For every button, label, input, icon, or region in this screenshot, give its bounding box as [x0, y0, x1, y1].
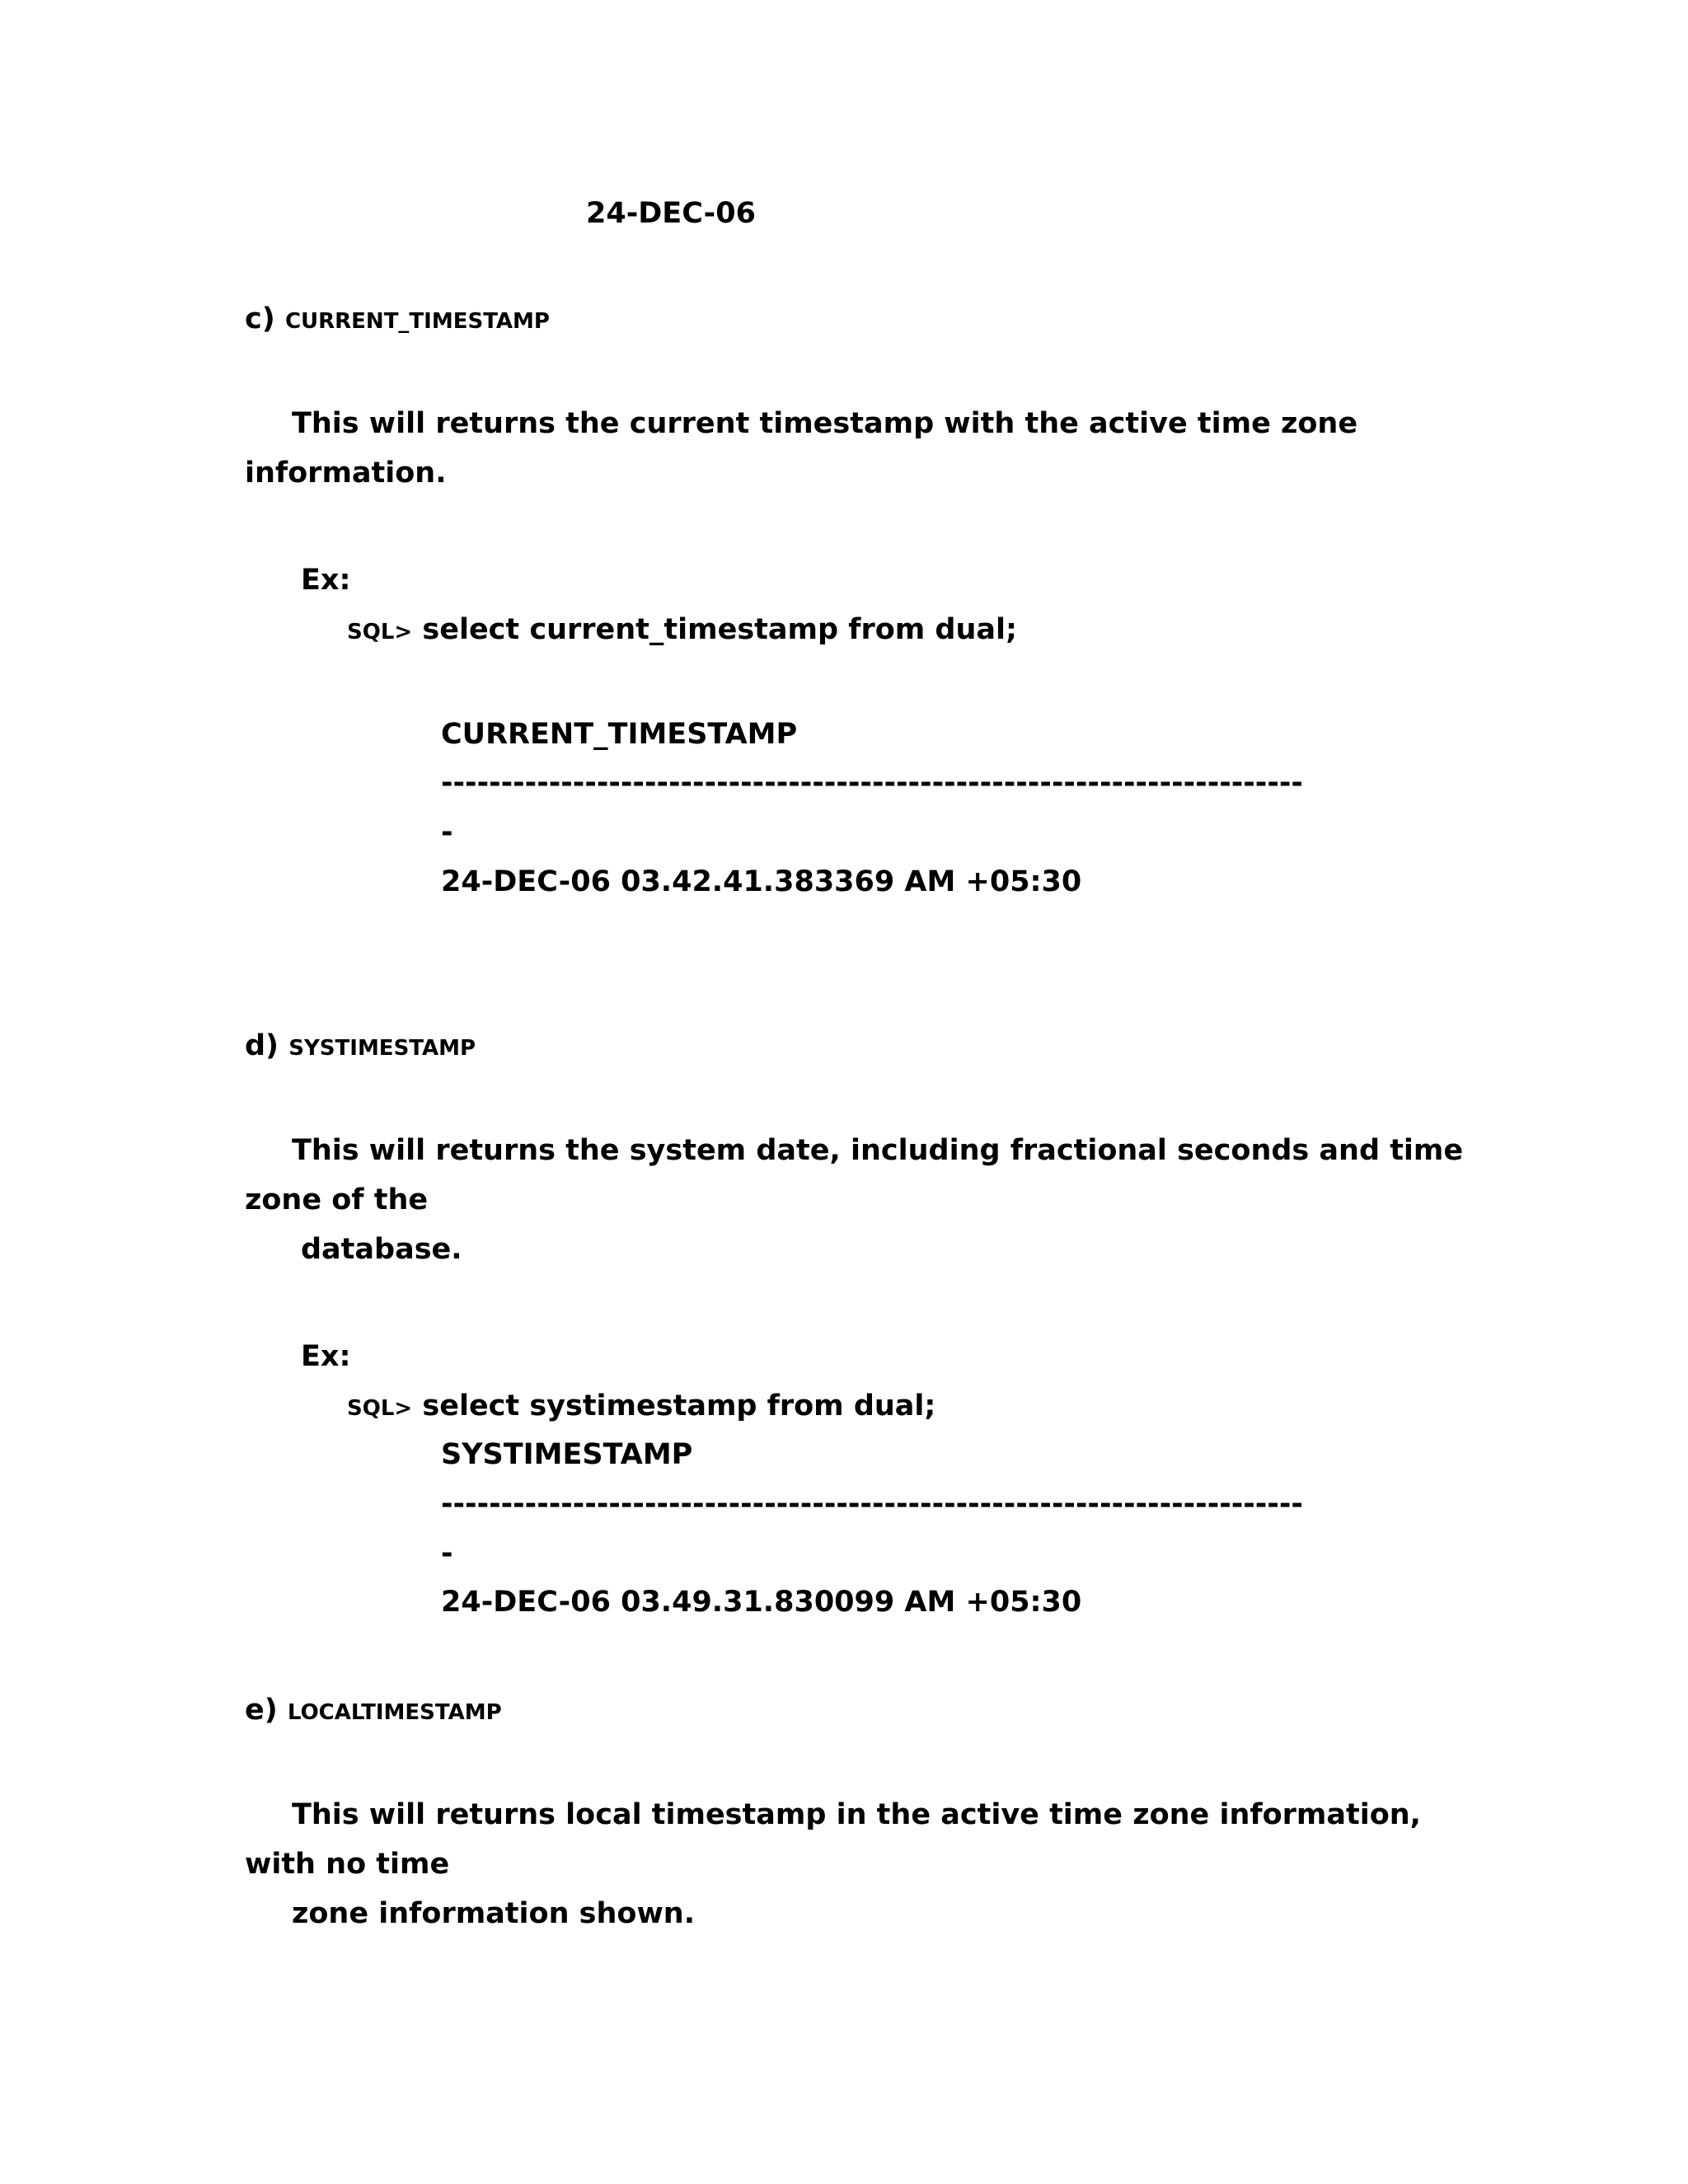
section-c-ex-label: Ex:	[301, 564, 351, 597]
section-d-separator-wrap: -	[441, 1537, 453, 1570]
section-d-result-header: SYSTIMESTAMP	[441, 1438, 693, 1471]
section-c-result-value: 24-DEC-06 03.42.41.383369 AM +05:30	[441, 865, 1082, 898]
section-c-separator-wrap: -	[441, 816, 453, 849]
section-c-desc-line2: information.	[245, 457, 447, 490]
section-d-desc-line2: zone of the	[245, 1183, 429, 1216]
section-e-marker: e)	[245, 1694, 278, 1727]
section-c-heading	[245, 302, 550, 335]
section-d-sql-prompt: SQL>	[347, 1396, 413, 1421]
section-d-sql-command: select systimestamp from dual;	[422, 1390, 936, 1422]
section-d-marker: d)	[245, 1029, 279, 1062]
section-c-sql-prompt: SQL>	[347, 620, 413, 644]
section-d-desc-line3: database.	[301, 1233, 462, 1266]
section-d-desc-line1: This will returns the system date, including fractional seconds and time	[292, 1134, 1464, 1167]
section-c-desc-line1: This will returns the current timestamp with the active time zone	[292, 407, 1358, 440]
section-c-keyword: CURRENT_TIMESTAMP	[284, 309, 550, 334]
section-d-result-value: 24-DEC-06 03.49.31.830099 AM +05:30	[441, 1586, 1082, 1619]
section-c-sql-line	[347, 613, 1018, 646]
section-e-desc-line2: with no time	[245, 1848, 450, 1881]
section-d-keyword: SYSTIMESTAMP	[288, 1036, 476, 1061]
section-d-separator: ------------------------------------------------------------------------	[441, 1488, 1303, 1521]
section-e-desc-line3: zone information shown.	[292, 1897, 696, 1930]
section-d-ex-label: Ex:	[301, 1340, 351, 1373]
section-c-sql-command: select current_timestamp from dual;	[422, 613, 1018, 646]
result-date: 24-DEC-06	[586, 197, 756, 230]
section-c-marker: c)	[245, 302, 275, 335]
section-d-sql-line	[347, 1392, 935, 1421]
section-c-result-header: CURRENT_TIMESTAMP	[441, 718, 798, 751]
section-e-keyword: LOCALTIMESTAMP	[287, 1700, 502, 1725]
section-e-heading	[245, 1696, 502, 1725]
section-d-heading	[245, 1029, 476, 1062]
section-c-separator: ------------------------------------------------------------------------	[441, 766, 1303, 799]
section-e-desc-line1: This will returns local timestamp in the active time zone information,	[292, 1798, 1421, 1831]
